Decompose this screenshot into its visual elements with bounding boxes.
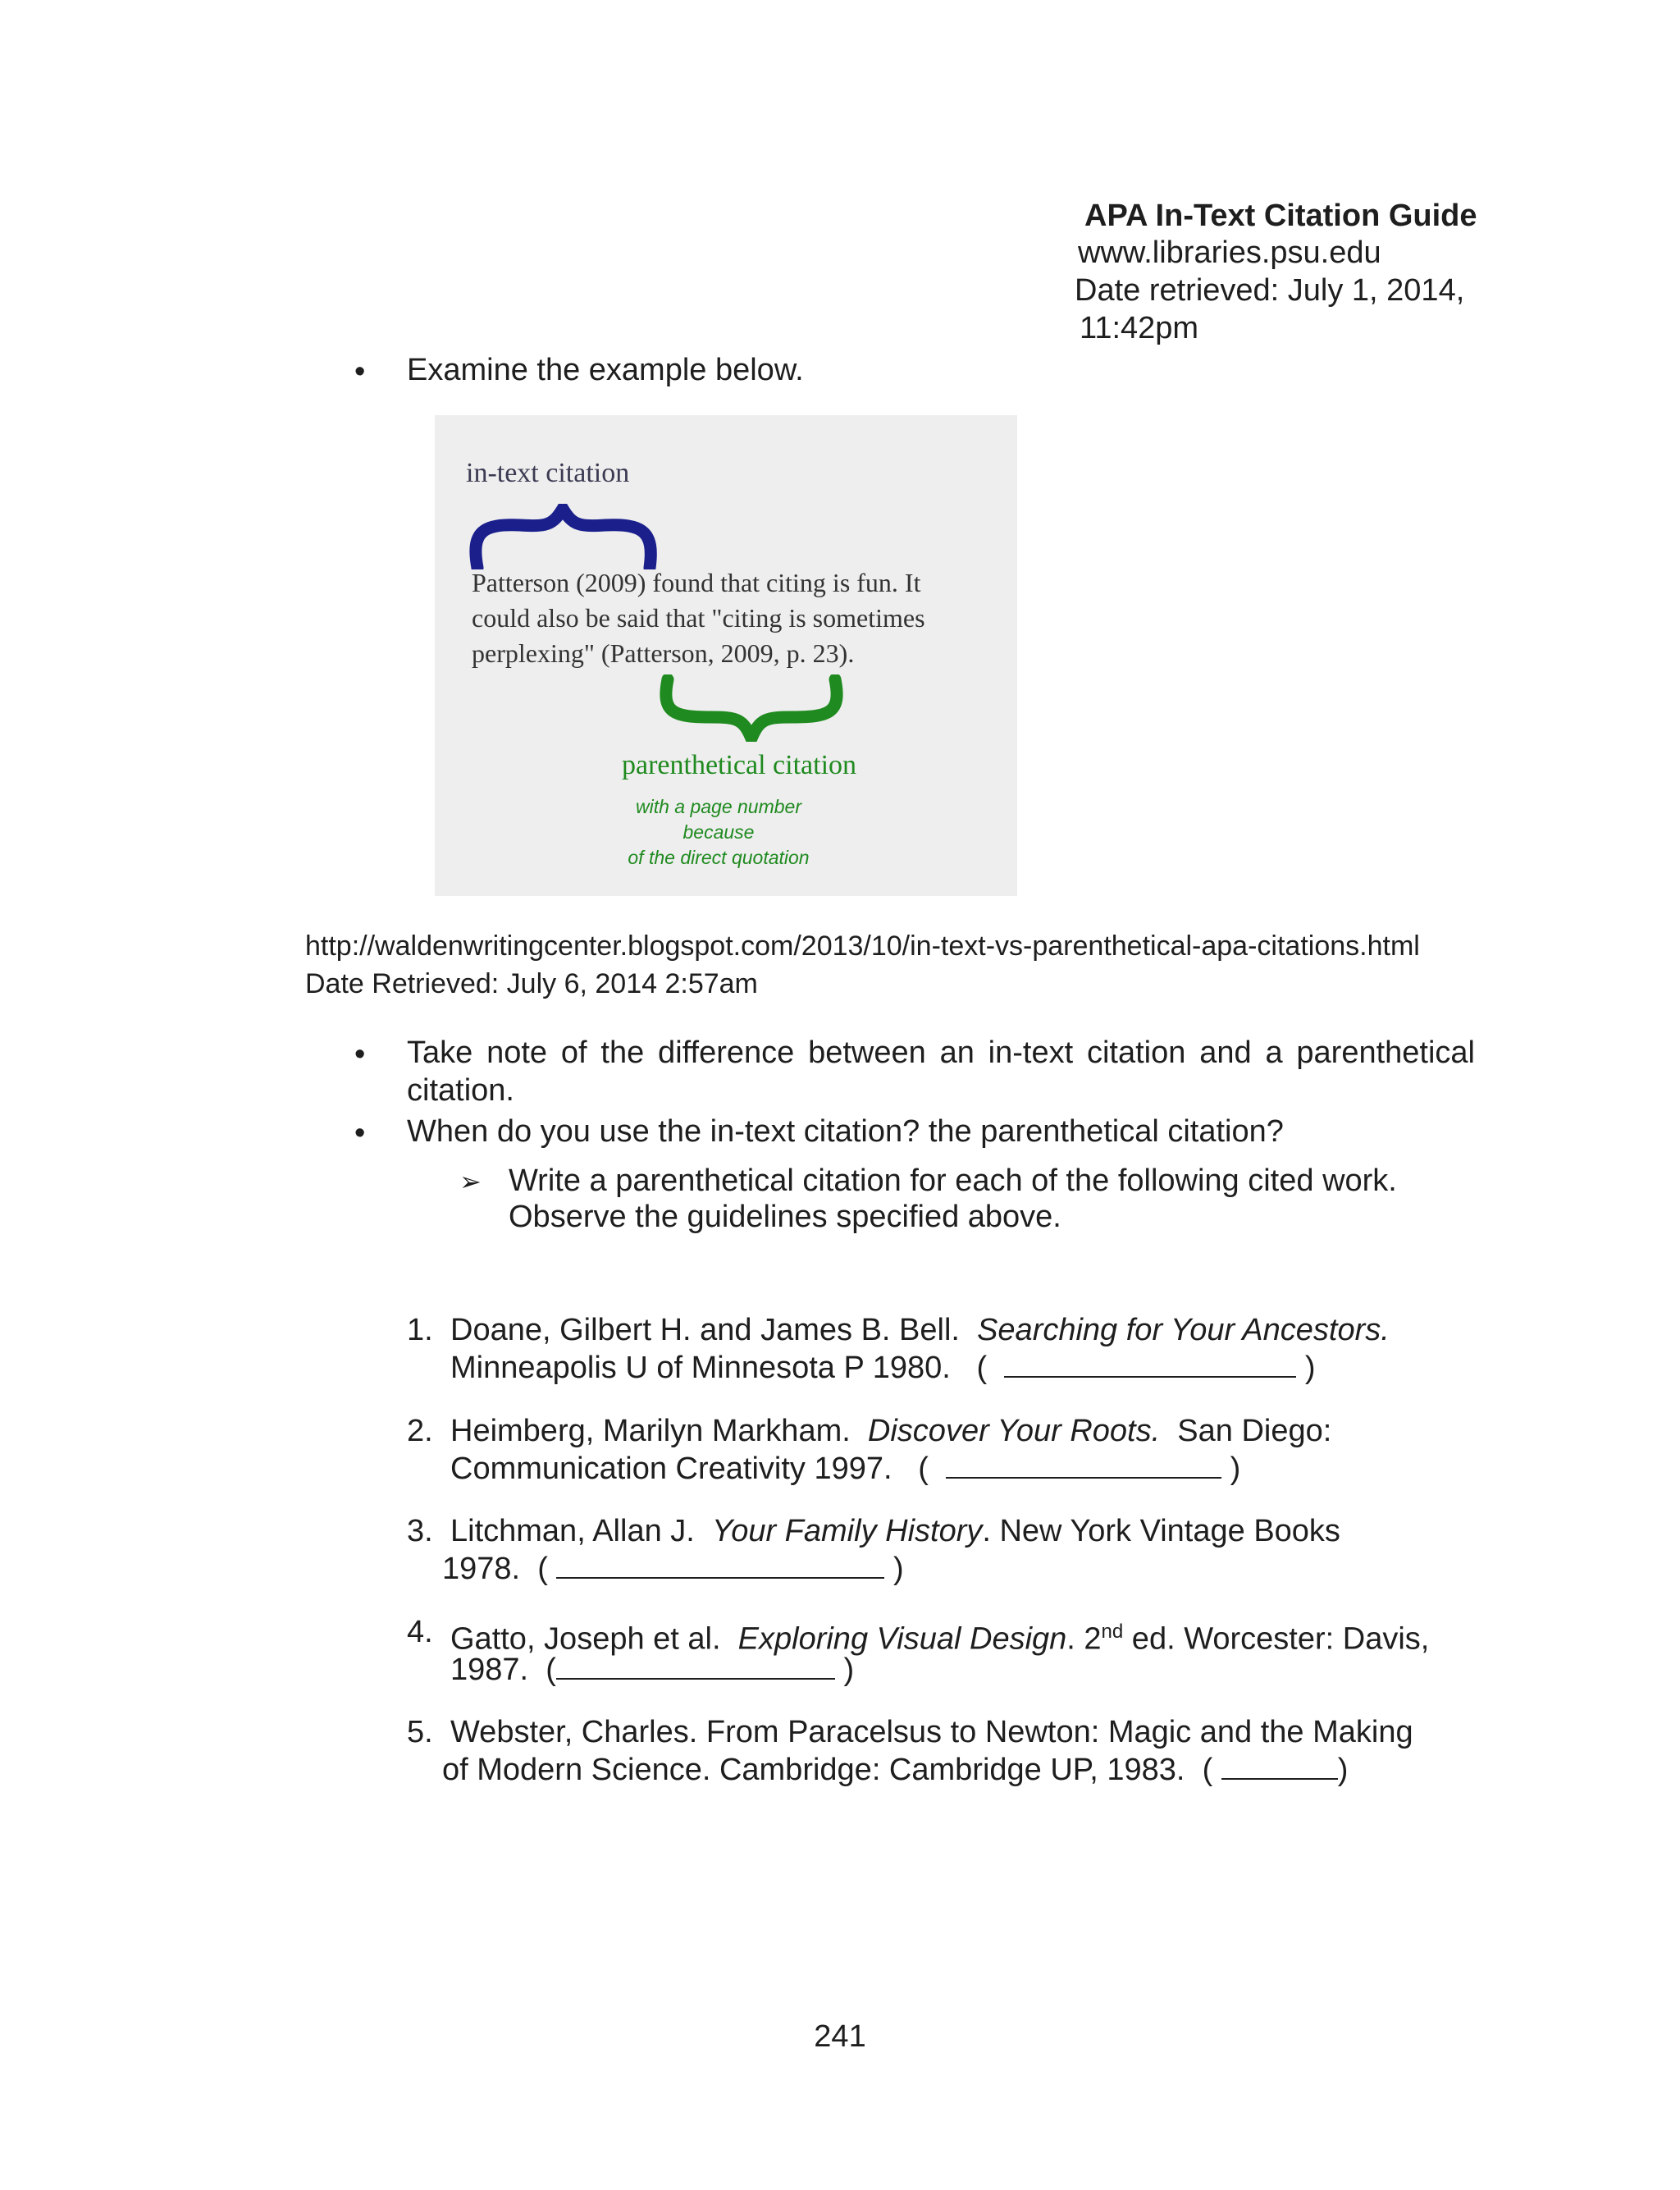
example-passage xyxy=(472,565,925,671)
answer-blank[interactable] xyxy=(946,1452,1221,1479)
page-number: 241 xyxy=(814,2019,866,2054)
item-line-1: Heimberg, Marilyn Markham. Discover Your Roots. San Diego: xyxy=(450,1414,1332,1448)
item-line-1: Litchman, Allan J. Your Family History. New York Vintage Books xyxy=(450,1514,1340,1548)
intext-label: in-text citation xyxy=(466,458,630,488)
answer-blank[interactable] xyxy=(556,1552,884,1579)
parenthetical-label: parenthetical citation xyxy=(622,750,857,780)
parenthetical-note xyxy=(620,794,817,871)
parenthetical-brace-icon xyxy=(658,674,845,742)
note-line-2: of the direct quotation xyxy=(628,847,810,868)
guide-retrieved-2: 11:42pm xyxy=(1080,311,1199,345)
item-number: 4. xyxy=(407,1615,433,1649)
bullet-dot: • xyxy=(354,1116,366,1150)
item-line-2: 1978. ( ) xyxy=(442,1552,904,1586)
item-line-1: Webster, Charles. From Paracelsus to Newton: Magic and the Making xyxy=(450,1715,1413,1749)
item-line-2: Communication Creativity 1997. ( ) xyxy=(450,1452,1241,1486)
answer-blank[interactable] xyxy=(1221,1753,1338,1780)
intext-brace-icon xyxy=(468,504,664,569)
bullet-dot: • xyxy=(354,1037,366,1072)
guide-retrieved-1: Date retrieved: July 1, 2014, xyxy=(1075,273,1465,308)
note-line-1: with a page number because xyxy=(635,796,801,843)
item-line-1: Gatto, Joseph et al. Exploring Visual Design. 2nd ed. Worcester: Davis, xyxy=(450,1621,1430,1657)
item-number: 2. xyxy=(407,1414,433,1448)
guide-url: www.libraries.psu.edu xyxy=(1078,235,1381,270)
bullet-take-note: Take note of the difference between an in-text citation and a parenthetical xyxy=(407,1036,1475,1070)
instruction-line-1: Write a parenthetical citation for each of the following cited work. xyxy=(509,1164,1397,1198)
figure-source-url: http://waldenwritingcenter.blogspot.com/2013/10/in-text-vs-parenthetical-apa-citations.html xyxy=(305,930,1420,962)
figure-source-retrieved: Date Retrieved: July 6, 2014 2:57am xyxy=(305,968,758,999)
bullet-take-note-cont: citation. xyxy=(407,1073,514,1108)
citation-figure xyxy=(435,415,1017,896)
item-number: 3. xyxy=(407,1514,433,1548)
item-line-2: of Modern Science. Cambridge: Cambridge UP, 1983. ( ) xyxy=(442,1753,1349,1787)
bullet-examine: Examine the example below. xyxy=(407,353,804,387)
guide-title: APA In-Text Citation Guide xyxy=(1084,199,1477,233)
arrow-bullet-icon: ➢ xyxy=(459,1167,482,1196)
item-number: 5. xyxy=(407,1715,433,1749)
item-number: 1. xyxy=(407,1313,433,1347)
instruction-line-2: Observe the guidelines specified above. xyxy=(509,1200,1061,1234)
bullet-when: When do you use the in-text citation? the parenthetical citation? xyxy=(407,1114,1284,1149)
item-line-2: 1987. ( ) xyxy=(450,1653,855,1687)
answer-blank[interactable] xyxy=(556,1653,835,1680)
passage-line-2: could also be said that "citing is sometimes xyxy=(472,603,925,633)
answer-blank[interactable] xyxy=(1004,1351,1296,1378)
item-line-2: Minneapolis U of Minnesota P 1980. ( ) xyxy=(450,1351,1316,1385)
bullet-dot: • xyxy=(354,354,366,389)
item-line-1: Doane, Gilbert H. and James B. Bell. Searching for Your Ancestors. xyxy=(450,1313,1390,1347)
passage-line-1: Patterson (2009) found that citing is fun. It xyxy=(472,568,921,597)
passage-line-3: perplexing" (Patterson, 2009, p. 23). xyxy=(472,638,855,668)
